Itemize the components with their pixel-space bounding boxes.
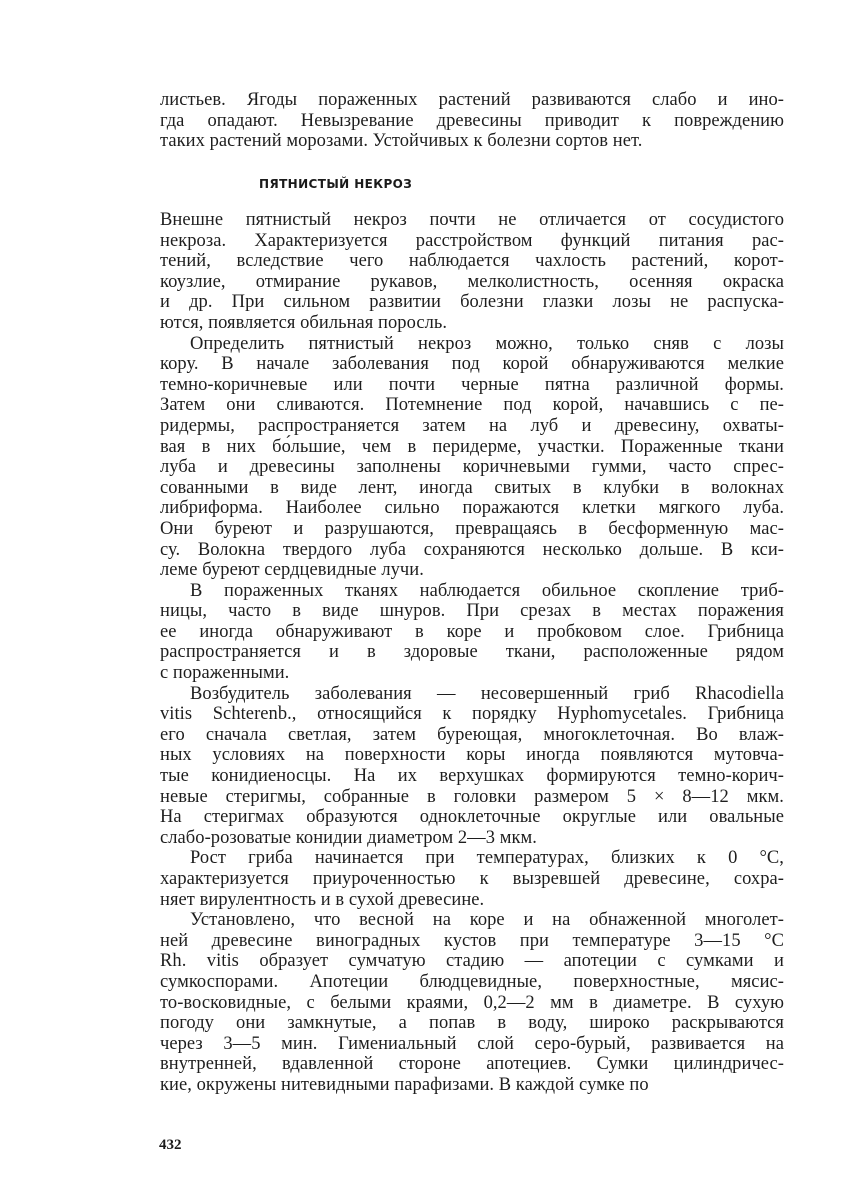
text-line: сумкоспорами. Апотеции блюдцевидные, поверхностные, мясис- xyxy=(160,971,784,992)
text-line: Rh. vitis образует сумчатую стадию — апотеции с сумками и xyxy=(160,951,784,972)
text-line: няет вирулентность и в сухой древесине. xyxy=(160,889,485,910)
body-paragraph xyxy=(160,848,784,910)
text-line: vitis Schterenb., относящийся к порядку Hyphomycetales. Грибница xyxy=(160,704,784,725)
text-line: Внешне пятнистый некроз почти не отличается от сосудистого xyxy=(160,210,784,230)
text-line: луба и древесины заполнены коричневыми гумми, часто спрес- xyxy=(160,457,784,478)
text-line: леме буреют сердцевидные лучи. xyxy=(160,560,424,581)
text-line: либриформа. Наиболее сильно поражаются клетки мягкого луба. xyxy=(160,498,784,519)
text-line: невые стеригмы, собранные в головки размером 5 × 8—12 мкм. xyxy=(160,786,784,807)
text-line: ридермы, распространяется затем на луб и древесину, охваты- xyxy=(160,415,784,436)
body-paragraph xyxy=(160,334,784,581)
text-line: Рост гриба начинается при температурах, близких к 0 °С, xyxy=(190,848,784,869)
text-line: листьев. Ягоды пораженных растений развиваются слабо и ино- xyxy=(160,90,784,110)
text-line: вая в них бо́льшие, чем в перидерме, участки. Пораженные ткани xyxy=(160,436,784,457)
page-number: 432 xyxy=(159,1137,182,1153)
intro-paragraph xyxy=(160,90,784,152)
text-line: кие, окружены нитевидными парафизами. В каждой сумке по xyxy=(160,1074,649,1095)
body-paragraph xyxy=(160,684,784,849)
text-line: коузлие, отмирание рукавов, мелколистность, осенняя окраска xyxy=(160,271,784,292)
text-line: его сначала светлая, затем буреющая, многоклеточная. Во влаж- xyxy=(160,724,784,745)
text-line: внутренней, вдавленной стороне апотециев. Сумки цилиндричес- xyxy=(160,1054,784,1075)
text-line: тений, вследствие чего наблюдается чахлость растений, корот- xyxy=(160,251,784,272)
text-line: ницы, часто в виде шнуров. При срезах в местах поражения xyxy=(160,601,784,622)
text-line: погоду они замкнутые, а попав в воду, широко раскрываются xyxy=(160,1013,784,1034)
text-line: некроза. Характеризуется расстройством функций питания рас- xyxy=(160,230,784,251)
text-line: Определить пятнистый некроз можно, только сняв с лозы xyxy=(190,333,784,354)
body-paragraph xyxy=(160,581,784,684)
text-line: ются, появляется обильная поросль. xyxy=(160,312,448,333)
body-text xyxy=(160,210,784,1096)
text-line: Установлено, что весной на коре и на обнаженной многолет- xyxy=(190,910,784,931)
text-line: су. Волокна твердого луба сохраняются несколько дольше. В кси- xyxy=(160,539,784,560)
text-line: ней древесине виноградных кустов при температуре 3—15 °С xyxy=(160,930,784,951)
section-heading: ПЯТНИСТЫЙ НЕКРОЗ xyxy=(259,177,413,191)
text-line: Затем они сливаются. Потемнение под корой, начавшись с пе- xyxy=(160,395,784,416)
text-line: сованными в виде лент, иногда свитых в клубки в волокнах xyxy=(160,477,784,498)
text-line: тые конидиеносцы. На их верхушках формируются темно-корич- xyxy=(160,766,784,787)
text-line: гда опадают. Невызревание древесины приводит к повреждению xyxy=(160,110,784,131)
text-line: ных условиях на поверхности коры иногда появляются мутовча- xyxy=(160,745,784,766)
text-line: с пораженными. xyxy=(160,663,290,684)
text-line: слабо-розоватые конидии диаметром 2—3 мкм. xyxy=(160,827,537,848)
text-line: кору. В начале заболевания под корой обнаруживаются мелкие xyxy=(160,354,784,375)
text-line: характеризуется приуроченностью к вызревшей древесине, сохра- xyxy=(160,869,784,889)
text-line: темно-коричневые или почти черные пятна различной формы. xyxy=(160,374,784,395)
text-line: через 3—5 мин. Гимениальный слой серо-бурый, развивается на xyxy=(160,1033,784,1054)
text-line: таких растений морозами. Устойчивых к болезни сортов нет. xyxy=(160,131,643,152)
text-line: Возбудитель заболевания — несовершенный гриб Rhacodiella xyxy=(190,683,784,704)
text-line: и др. При сильном развитии болезни глазки лозы не распуска- xyxy=(160,292,784,313)
text-line: то-восковидные, с белыми краями, 0,2—2 мм в диаметре. В сухую xyxy=(160,992,784,1013)
body-paragraph xyxy=(160,210,784,334)
text-line: ее иногда обнаруживают в коре и пробковом слое. Грибница xyxy=(160,621,784,642)
body-paragraph xyxy=(160,910,784,1095)
text-line: В пораженных тканях наблюдается обильное скопление триб- xyxy=(190,580,784,601)
text-line: Они буреют и разрушаются, превращаясь в бесформенную мас- xyxy=(160,518,784,539)
text-line: На стеригмах образуются одноклеточные округлые или овальные xyxy=(160,807,784,828)
text-line: распространяется и в здоровые ткани, расположенные рядом xyxy=(160,642,784,663)
